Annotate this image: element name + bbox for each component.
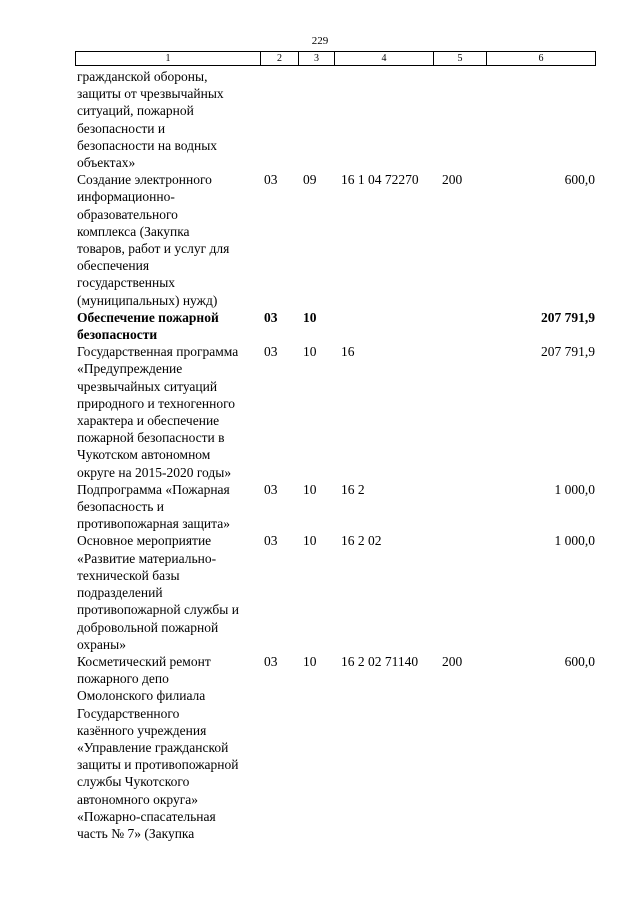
row-amount	[495, 68, 596, 171]
row-subsection: 10	[303, 533, 317, 549]
row-section: 03	[264, 533, 278, 549]
header-col-1: 1	[76, 52, 261, 65]
row-code: 16 2	[341, 481, 365, 497]
row-amount: 600,0	[564, 653, 595, 669]
table-row	[75, 68, 596, 171]
row-type	[440, 309, 495, 343]
header-col-5: 5	[434, 52, 487, 65]
row-name: Создание электронного информационно- образовательного комплекса (Закупка товаров, работ и услуг для обеспечения государственных (муниципальных) нужд)	[77, 172, 230, 308]
row-name: Государственная программа «Предупреждение чрезвычайных ситуаций природного и техногенного характера и обеспечение пожарной безопасности в Чукотском автономном округе на 2015-2020 годы»	[77, 344, 239, 480]
header-col-6: 6	[538, 53, 544, 64]
row-code	[339, 309, 440, 343]
row-type: 200	[442, 172, 463, 188]
row-section: 03	[264, 653, 278, 669]
row-name: гражданской обороны, защиты от чрезвычайных ситуаций, пожарной безопасности и безопасности на водных объектах»	[77, 69, 224, 171]
row-amount: 207 791,9	[541, 344, 595, 360]
table-body	[75, 68, 596, 842]
row-amount: 1 000,0	[554, 481, 595, 497]
table-row	[75, 481, 596, 533]
row-subsection: 10	[303, 653, 317, 669]
row-type	[440, 68, 495, 171]
row-type: 200	[442, 653, 463, 669]
row-code: 16	[341, 344, 355, 360]
row-code: 16 2 02 71140	[341, 653, 419, 669]
table-row	[75, 653, 596, 842]
table-header	[75, 51, 596, 66]
header-col-2: 2	[261, 52, 299, 65]
table-row	[75, 343, 596, 481]
row-name: Обеспечение пожарной безопасности	[77, 309, 219, 343]
row-name: Подпрограмма «Пожарная безопасность и противопожарная защита»	[77, 481, 230, 532]
row-code: 16 2 02	[341, 533, 382, 549]
row-subsection: 10	[303, 309, 317, 325]
table-row	[75, 309, 596, 343]
row-code: 16 1 04 72270	[341, 172, 419, 188]
row-type	[440, 532, 495, 652]
row-name: Основное мероприятие «Развитие материально- технической базы подразделений противопожарной службы и добровольной пожарной охраны»	[77, 533, 239, 652]
row-amount: 207 791,9	[541, 309, 595, 325]
table-row	[75, 532, 596, 652]
row-section: 03	[264, 481, 278, 497]
row-subsection: 10	[303, 481, 317, 497]
row-amount: 600,0	[564, 172, 595, 188]
row-amount: 1 000,0	[554, 533, 595, 549]
row-section: 03	[264, 309, 278, 325]
table-row	[75, 171, 596, 309]
row-name: Косметический ремонт пожарного депо Омолонского филиала Государственного казённого учреждения «Управление гражданской защиты и противопожарной службы Чукотского автономного округа» «Пожарно-спасательная часть № 7» (Закупка	[77, 653, 239, 841]
page-number: 229	[311, 35, 329, 47]
row-type	[440, 343, 495, 481]
row-section: 03	[264, 344, 278, 360]
row-subsection: 10	[303, 344, 317, 360]
row-code	[339, 68, 440, 171]
row-section: 03	[264, 172, 278, 188]
row-subsection	[301, 68, 339, 171]
row-subsection: 09	[303, 172, 317, 188]
row-section	[262, 68, 301, 171]
header-col-3: 3	[299, 52, 335, 65]
header-col-4: 4	[335, 52, 434, 65]
row-type	[440, 481, 495, 533]
